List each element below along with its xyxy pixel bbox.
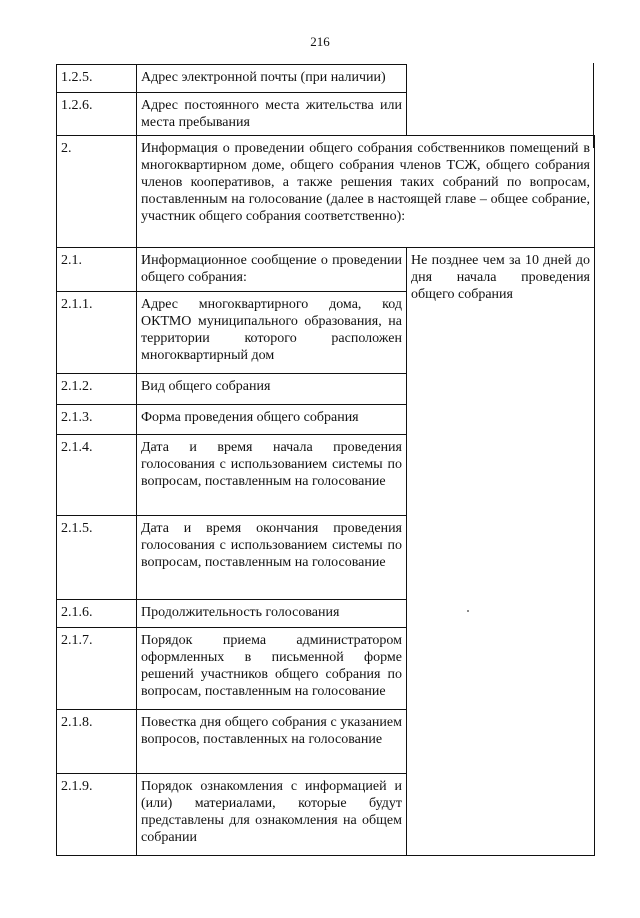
page-number: 216	[310, 34, 330, 49]
row-number: 2.1.7.	[57, 628, 137, 710]
row-description: Информация о проведении общего собрания собственников помещений в многоквартирном доме, общего собрания членов ТСЖ, общего собрания членов кооперативов, а также решения таких собраний по вопросам, поставленным на голосование (далее в настоящей главе – общее собрание, участник общего собрания соответственно):	[137, 136, 595, 248]
row-description: Продолжительность голосования	[137, 600, 407, 628]
row-description: Адрес постоянного места жительства или места пребывания	[137, 93, 407, 136]
scan-speck	[467, 610, 469, 612]
row-number: 2.1.1.	[57, 292, 137, 374]
row-number: 1.2.5.	[57, 65, 137, 93]
row-description: Форма проведения общего собрания	[137, 405, 407, 435]
row-description: Адрес многоквартирного дома, код ОКТМО муниципального образования, на территории которого расположен многоквартирный дом	[137, 292, 407, 374]
row-number: 2.1.6.	[57, 600, 137, 628]
table-row	[57, 248, 595, 292]
row-description: Адрес электронной почты (при наличии)	[137, 65, 407, 93]
row-description: Повестка дня общего собрания с указанием вопросов, поставленных на голосование	[137, 710, 407, 774]
row-description: Дата и время окончания проведения голосования с использованием системы по вопросам, поставленным на голосование	[137, 516, 407, 600]
row-description: Вид общего собрания	[137, 374, 407, 405]
row-number: 2.1.	[57, 248, 137, 292]
row-number: 2.1.4.	[57, 435, 137, 516]
row-description: Информационное сообщение о проведении общего собрания:	[137, 248, 407, 292]
row-description: Порядок приема администратором оформленных в письменной форме решений участников общего собрания по вопросам, поставленным на голосование	[137, 628, 407, 710]
row-description: Дата и время начала проведения голосования с использованием системы по вопросам, поставленным на голосование	[137, 435, 407, 516]
table-row	[57, 136, 595, 248]
row-number: 2.1.2.	[57, 374, 137, 405]
row-number: 2.1.9.	[57, 774, 137, 856]
row-number: 2.1.5.	[57, 516, 137, 600]
row-number: 2.	[57, 136, 137, 248]
document-table	[56, 64, 595, 856]
deadline-cell: Не позднее чем за 10 дней до дня начала проведения общего собрания	[407, 248, 595, 856]
table-row	[57, 65, 595, 93]
row-number: 1.2.6.	[57, 93, 137, 136]
empty-cell	[407, 65, 595, 136]
row-number: 2.1.8.	[57, 710, 137, 774]
row-number: 2.1.3.	[57, 405, 137, 435]
row-description: Порядок ознакомления с информацией и (или) материалами, которые будут представлены для ознакомления на общем собрании	[137, 774, 407, 856]
